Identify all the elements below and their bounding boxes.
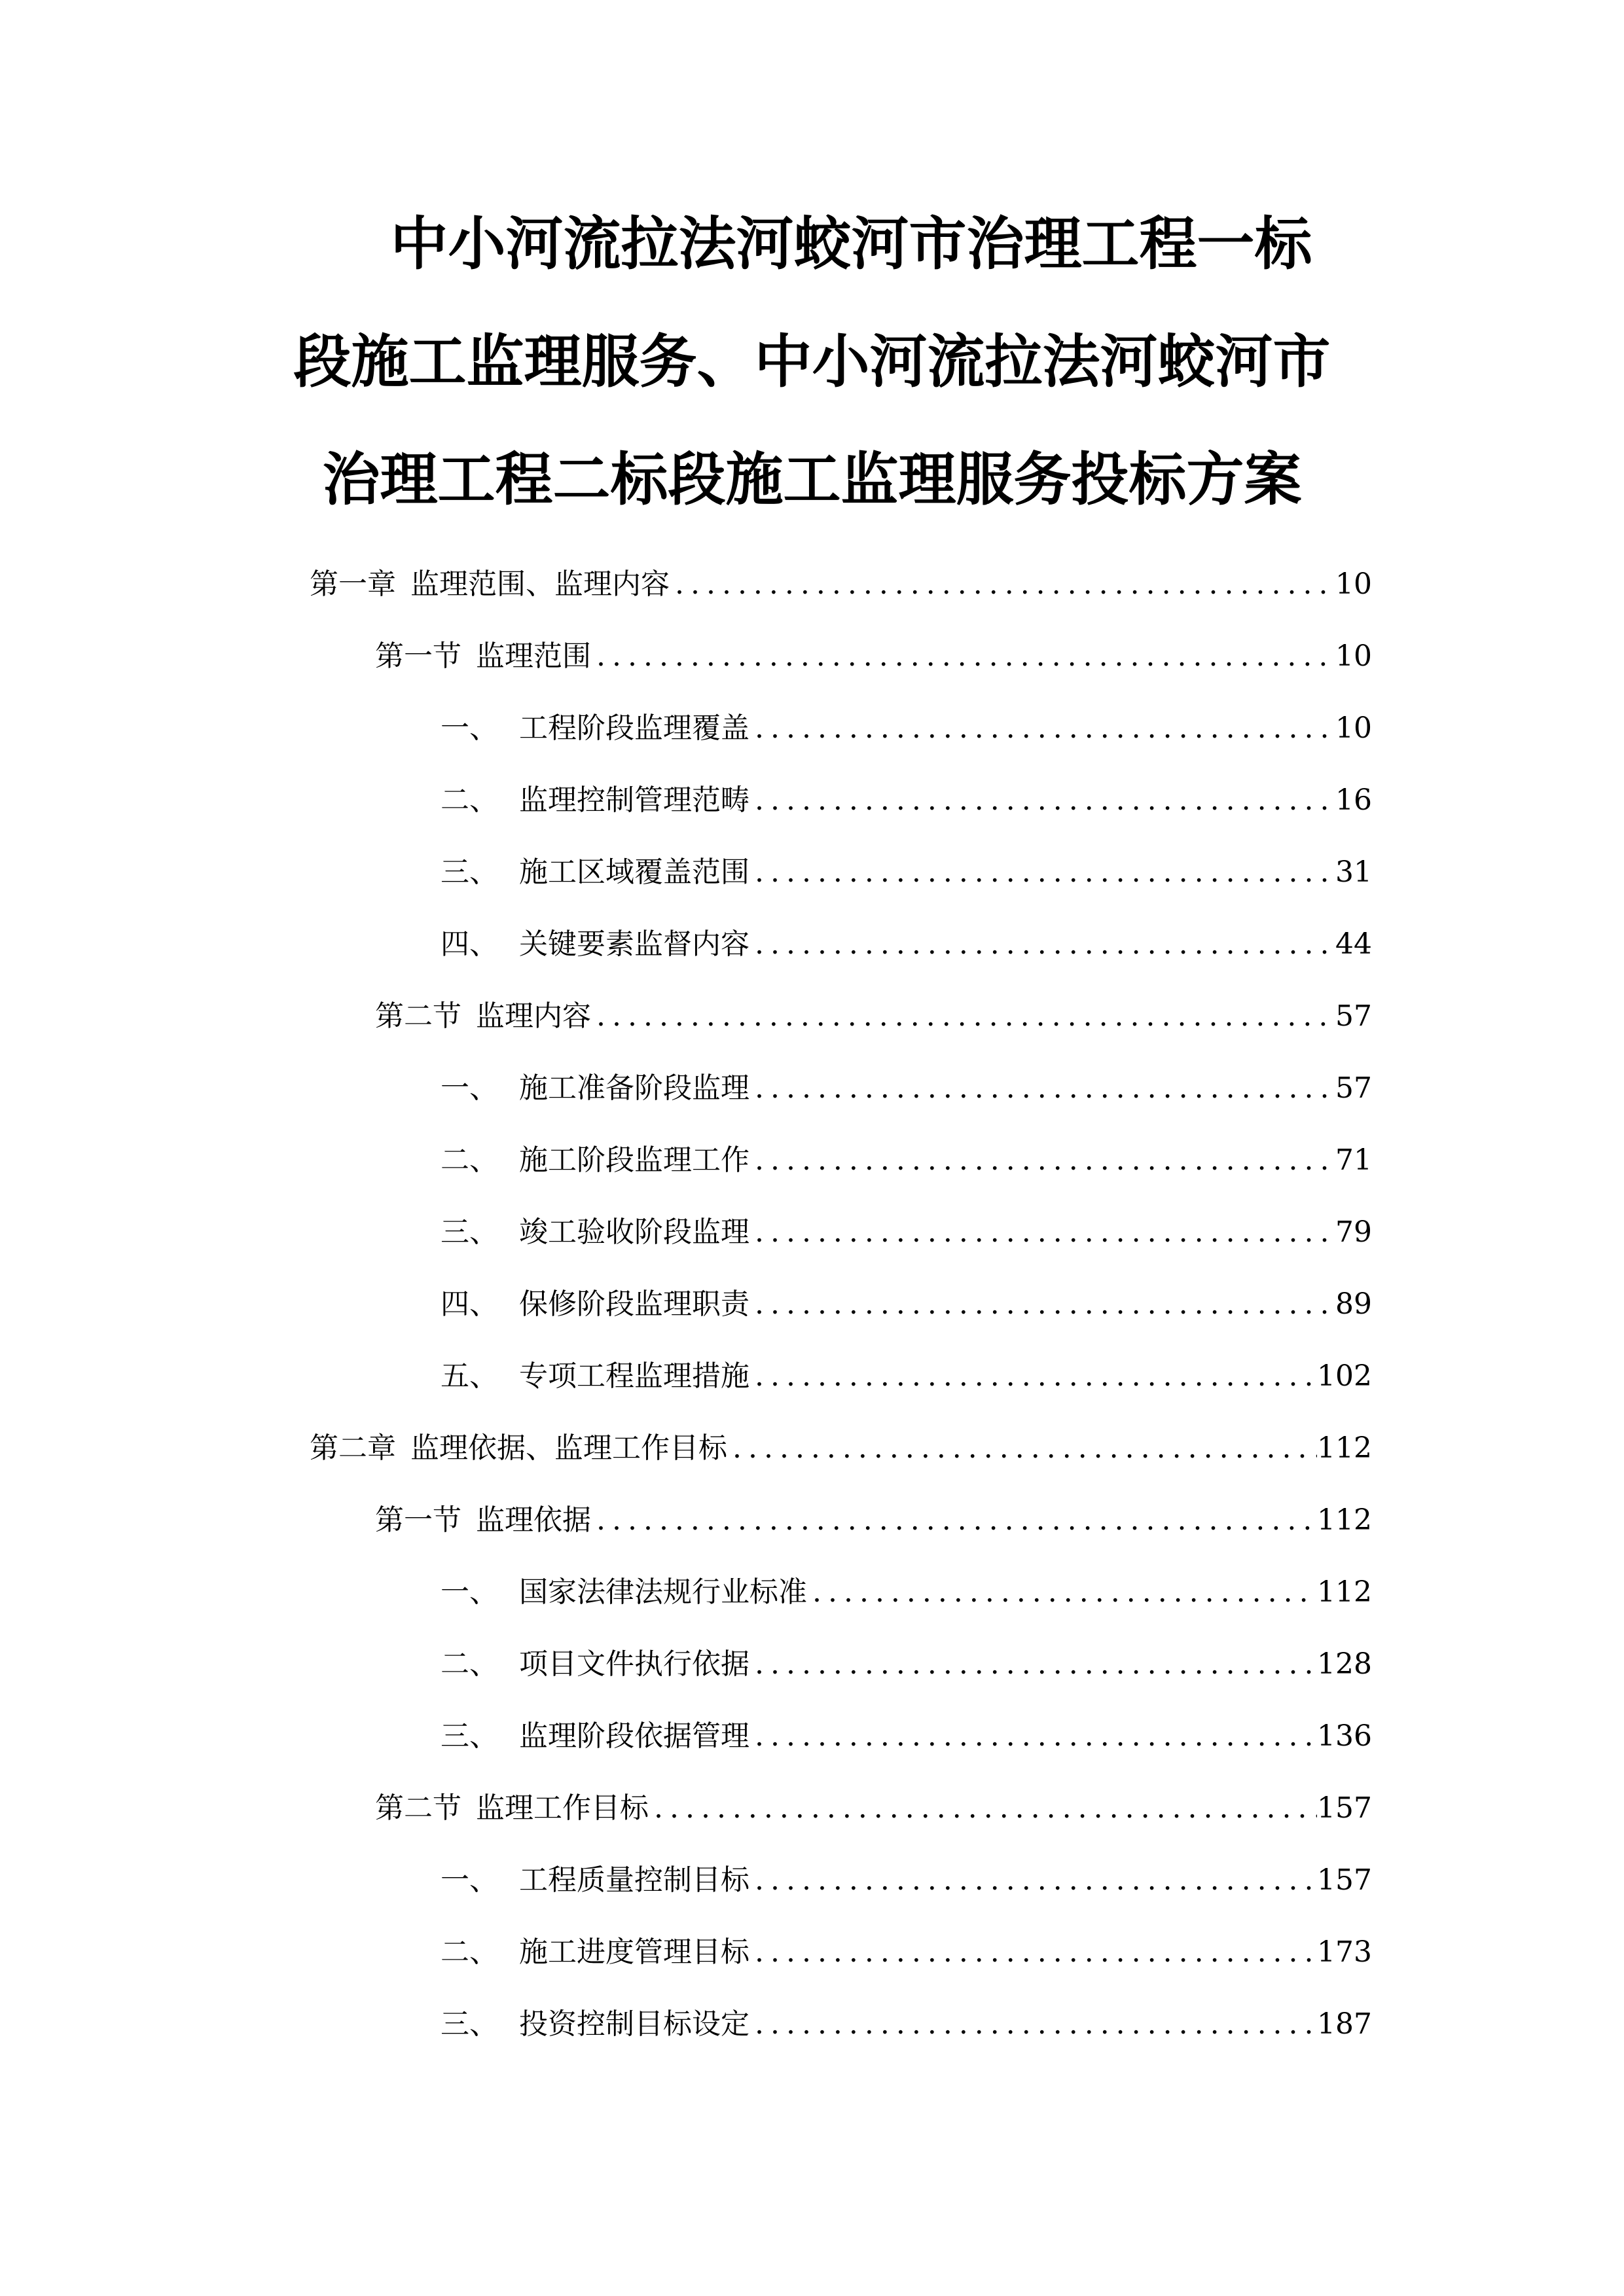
toc-dot-leader (749, 908, 1335, 980)
toc-entry-title: 工程阶段监理覆盖 (519, 711, 749, 745)
toc-entry-number: 第二节 (375, 999, 461, 1033)
toc-entry-chapter[interactable] (310, 1412, 1372, 1484)
toc-dot-leader (749, 1268, 1335, 1340)
toc-entry-number: 三、 (441, 1719, 498, 1753)
toc-entry-number: 四、 (441, 927, 498, 961)
toc-dot-leader (749, 1628, 1317, 1700)
toc-page-number: 57 (1335, 1071, 1372, 1105)
toc-entry-number: 一、 (441, 711, 498, 745)
toc-entry-number: 第一章 (310, 567, 396, 601)
toc-entry-title: 监理依据 (476, 1503, 591, 1537)
toc-entry-item[interactable] (441, 1700, 1372, 1772)
toc-entry-item[interactable] (441, 1844, 1372, 1916)
toc-page-number: 16 (1335, 783, 1372, 817)
toc-entry-title: 投资控制目标设定 (519, 2007, 749, 2041)
toc-dot-leader (749, 1124, 1335, 1196)
document-title-line-1: 中小河流拉法河蛟河市治理工程一标 (390, 210, 1312, 278)
toc-entry-title: 施工阶段监理工作 (519, 1143, 749, 1177)
toc-page-number: 57 (1335, 999, 1372, 1033)
toc-entry-title: 关键要素监督内容 (519, 927, 749, 961)
toc-dot-leader (749, 1988, 1317, 2060)
toc-entry-item[interactable] (441, 1124, 1372, 1196)
toc-entry-title: 专项工程监理措施 (519, 1359, 749, 1393)
toc-entry-title: 竣工验收阶段监理 (519, 1215, 749, 1249)
toc-entry-section[interactable] (375, 1772, 1372, 1844)
toc-entry-number: 三、 (441, 855, 498, 889)
toc-entry-section[interactable] (375, 1484, 1372, 1556)
toc-entry-item[interactable] (441, 908, 1372, 980)
toc-entry-item[interactable] (441, 1988, 1372, 2060)
toc-dot-leader (749, 692, 1335, 764)
toc-dot-leader (727, 1412, 1317, 1484)
toc-dot-leader (749, 1916, 1317, 1988)
toc-page-number: 10 (1335, 711, 1372, 745)
toc-entry-title: 监理内容 (476, 999, 591, 1033)
toc-entry-title: 施工准备阶段监理 (519, 1071, 749, 1105)
toc-entry-number: 三、 (441, 2007, 498, 2041)
toc-entry-chapter[interactable] (310, 548, 1372, 620)
toc-dot-leader (749, 764, 1335, 836)
toc-dot-leader (649, 1772, 1317, 1844)
toc-entry-number: 三、 (441, 1215, 498, 1249)
toc-page-number: 112 (1317, 1575, 1372, 1609)
toc-entry-section[interactable] (375, 620, 1372, 692)
toc-entry-item[interactable] (441, 1556, 1372, 1628)
toc-entry-title: 监理工作目标 (476, 1791, 649, 1825)
toc-entry-item[interactable] (441, 692, 1372, 764)
toc-entry-number: 一、 (441, 1575, 498, 1609)
toc-entry-item[interactable] (441, 836, 1372, 908)
toc-page-number: 112 (1317, 1431, 1372, 1465)
toc-entry-title: 监理控制管理范畴 (519, 783, 749, 817)
toc-entry-number: 四、 (441, 1287, 498, 1321)
toc-dot-leader (591, 620, 1335, 692)
toc-entry-item[interactable] (441, 1052, 1372, 1124)
toc-entry-title: 项目文件执行依据 (519, 1647, 749, 1681)
toc-entry-title: 工程质量控制目标 (519, 1863, 749, 1897)
toc-page-number: 157 (1317, 1863, 1372, 1897)
toc-dot-leader (749, 1844, 1317, 1916)
toc-entry-item[interactable] (441, 1268, 1372, 1340)
toc-entry-number: 二、 (441, 1647, 498, 1681)
toc-entry-item[interactable] (441, 1340, 1372, 1412)
toc-dot-leader (591, 980, 1335, 1052)
toc-entry-title: 监理范围 (476, 639, 591, 673)
toc-page-number: 157 (1317, 1791, 1372, 1825)
toc-dot-leader (807, 1556, 1317, 1628)
toc-entry-number: 一、 (441, 1863, 498, 1897)
toc-page-number: 136 (1317, 1719, 1372, 1753)
toc-dot-leader (749, 836, 1335, 908)
toc-entry-number: 第二节 (375, 1791, 461, 1825)
toc-page-number: 71 (1335, 1143, 1372, 1177)
toc-page-number: 10 (1335, 567, 1372, 601)
toc-entry-item[interactable] (441, 1628, 1372, 1700)
toc-entry-title: 监理阶段依据管理 (519, 1719, 749, 1753)
toc-entry-number: 第一节 (375, 639, 461, 673)
toc-page-number: 112 (1317, 1503, 1372, 1537)
toc-dot-leader (591, 1484, 1317, 1556)
toc-page-number: 10 (1335, 639, 1372, 673)
toc-entry-title: 监理依据、监理工作目标 (410, 1431, 727, 1465)
toc-page-number: 89 (1335, 1287, 1372, 1321)
toc-entry-title: 施工进度管理目标 (519, 1935, 749, 1969)
toc-dot-leader (670, 548, 1335, 620)
toc-entry-number: 一、 (441, 1071, 498, 1105)
toc-dot-leader (749, 1052, 1335, 1124)
toc-page-number: 79 (1335, 1215, 1372, 1249)
toc-entry-section[interactable] (375, 980, 1372, 1052)
toc-page-number: 102 (1317, 1359, 1372, 1393)
toc-dot-leader (749, 1700, 1317, 1772)
toc-entry-title: 国家法律法规行业标准 (519, 1575, 807, 1609)
toc-entry-number: 二、 (441, 783, 498, 817)
toc-page-number: 31 (1335, 855, 1372, 889)
toc-entry-item[interactable] (441, 1196, 1372, 1268)
toc-entry-item[interactable] (441, 1916, 1372, 1988)
toc-page-number: 187 (1317, 2007, 1372, 2041)
toc-page-number: 128 (1317, 1647, 1372, 1681)
toc-entry-number: 第一节 (375, 1503, 461, 1537)
toc-page-number: 173 (1317, 1935, 1372, 1969)
toc-entry-number: 二、 (441, 1143, 498, 1177)
toc-entry-number: 第二章 (310, 1431, 396, 1465)
toc-dot-leader (749, 1340, 1317, 1412)
toc-entry-item[interactable] (441, 764, 1372, 836)
toc-entry-title: 监理范围、监理内容 (410, 567, 670, 601)
toc-entry-number: 二、 (441, 1935, 498, 1969)
document-title-line-3: 治理工程二标段施工监理服务投标方案 (322, 446, 1302, 513)
document-title-line-2: 段施工监理服务、中小河流拉法河蛟河市 (293, 328, 1331, 395)
toc-dot-leader (749, 1196, 1335, 1268)
toc-page-number: 44 (1335, 927, 1372, 961)
toc-entry-number: 五、 (441, 1359, 498, 1393)
toc-entry-title: 保修阶段监理职责 (519, 1287, 749, 1321)
toc-entry-title: 施工区域覆盖范围 (519, 855, 749, 889)
